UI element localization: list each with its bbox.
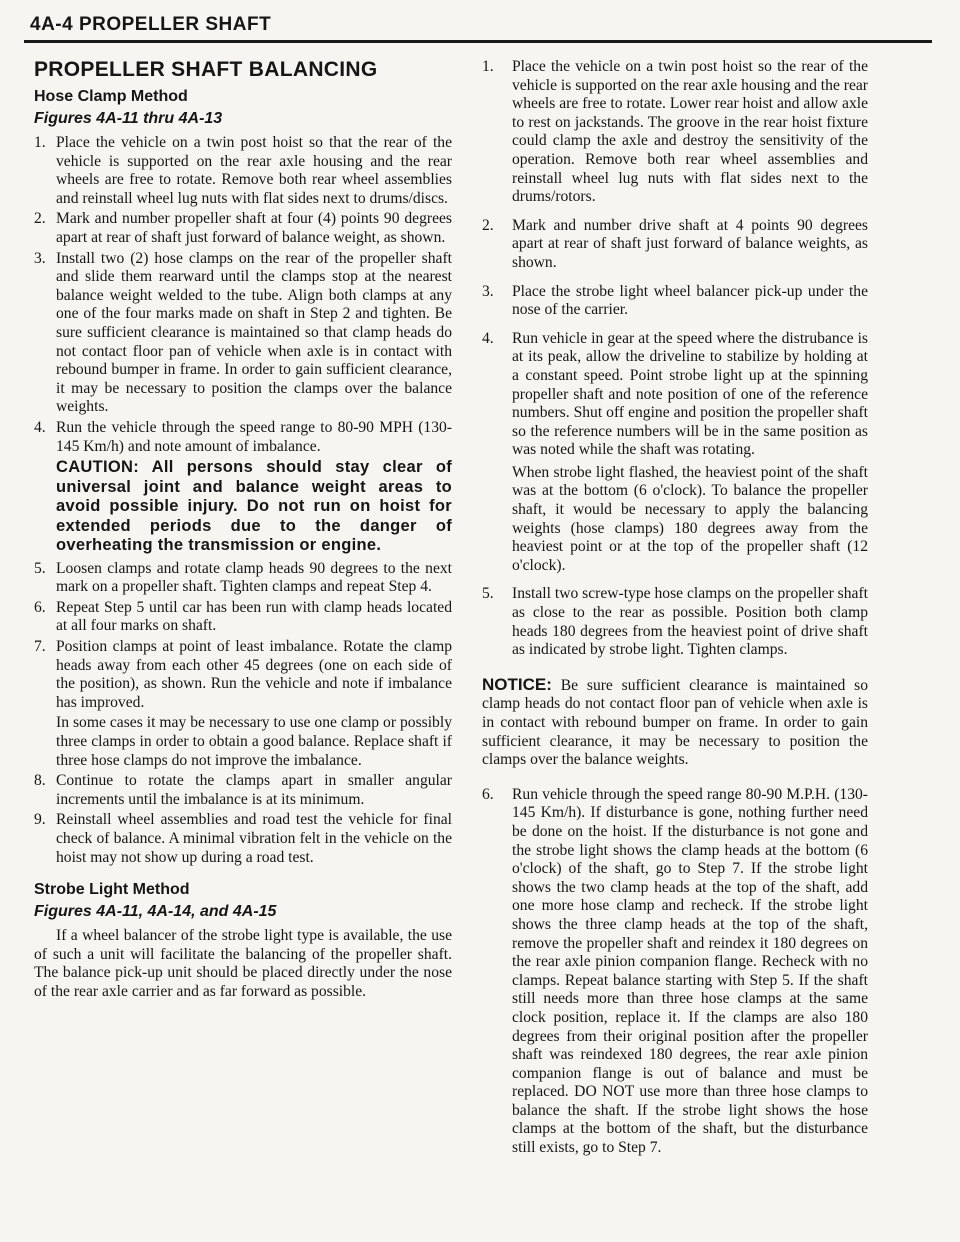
- hose-step-8: 8. Continue to rotate the clamps apart in smaller angular increments until the imbalance is at its minimum.: [34, 772, 452, 808]
- notice-note: [482, 676, 868, 770]
- strobe-step-6: 6. Run vehicle through the speed range 80-90 M.P.H. (130-145 Km/h). If disturbance is gone, nothing further need be done on the hoist. If the disturbance is not gone and the strobe light shows the clamp heads at the bottom (6 o'clock) of the shaft, go to Step 7. If the strobe light shows the two clamp heads at the top of the shaft, add one more hose clamp and recheck. If the strobe light shows the three clamp heads at the top of the shaft, remove the propeller shaft and reindex it 180 degrees on the rear axle pinion companion flange. Recheck with no clamps. Repeat balance starting with Step 5. If the shaft still needs more than three hose clamps at the same clock position, replace it. If the clamps are also 180 degrees from their original position after the propeller shaft was reindexed 180 degrees, the rear axle pinion companion flange is out of balance and must be replaced. DO NOT use more than three hose clamps to balance the shaft. If the strobe light shows the hose clamps at the bottom of the shaft, but the disturbance still exists, go to Step 7.: [482, 785, 868, 1157]
- hose-step-1: 1. Place the vehicle on a twin post hoist so that the rear of the vehicle is supported on the rear axle housing and the rear wheels are free to rotate. Remove both rear wheel assemblies and reinstall wheel lug nuts with flat sides next to drums/discs.: [34, 134, 452, 207]
- hose-clamp-method-title: Hose Clamp Method: [34, 88, 188, 105]
- hose-step-7-continuation: In some cases it may be necessary to use one clamp or possibly three clamps in order to obtain a good balance. Replace shaft if three hose clamps do not improve the imbalance.: [56, 714, 452, 769]
- hose-step-2: 2. Mark and number propeller shaft at four (4) points 90 degrees apart at rear of shaft just forward of balance weight, as shown.: [34, 210, 452, 246]
- hose-step-6: 6. Repeat Step 5 until car has been run with clamp heads located at all four marks on shaft.: [34, 598, 452, 635]
- page-header: [24, 12, 932, 43]
- hose-step-7: 7. Position clamps at point of least imbalance. Rotate the clamp heads away from each other 45 degrees (one on each side of the position), as shown. Run the vehicle and note if imbalance has improved.: [34, 637, 452, 711]
- strobe-step-4-continuation: When strobe light flashed, the heaviest point of the shaft was at the bottom (6 o'clock). To balance the propeller shaft, it would be necessary to apply the balancing weights (hose clamps) 180 degrees away from the heaviest point or at the top of the propeller shaft (12 o'clock).: [512, 463, 868, 574]
- strobe-figures-ref: Figures 4A-11, 4A-14, and 4A-15: [34, 903, 277, 921]
- right-column: [482, 58, 868, 1160]
- hose-step-9: 9. Reinstall wheel assemblies and road test the vehicle for final check of balance. A minimal vibration felt in the vehicle on the hoist may not show up during a road test.: [34, 811, 452, 866]
- left-column: [34, 58, 452, 1001]
- hose-step-5: 5. Loosen clamps and rotate clamp heads 90 degrees to the next mark on a propeller shaft. Tighten clamps and repeat Step 4.: [34, 559, 452, 596]
- hose-step-4: 4. Run the vehicle through the speed range to 80-90 MPH (130-145 Km/h) and note amount of imbalance.: [34, 418, 452, 455]
- strobe-step-1: 1. Place the vehicle on a twin post hoist so the rear of the vehicle is supported on the rear axle housing and the rear wheels are free to rotate. Lower rear hoist and allow axle to rest on jackstands. The groove in the rear hoist fixture could clamp the axle and destroy the sensitivity of the operation. Remove both rear wheel assemblies and reinstall wheel lug nuts with flat sides next to the drums/rotors.: [482, 58, 868, 206]
- notice-text: Be sure sufficient clearance is maintained so clamp heads do not contact floor pan of vehicle when axle is in contact with rebound bumper on frame. In order to gain sufficient clearance, it may be necessary to position the clamps over the balance weights.: [482, 676, 868, 769]
- page-header-title: 4A-4 PROPELLER SHAFT: [30, 14, 272, 35]
- caution-note: CAUTION: All persons should stay clear of universal joint and balance weight areas to avoid possible injury. Do not run on hoist for extended periods due to the danger of overheating the transmission or engine.: [56, 458, 452, 555]
- strobe-step-3: 3. Place the strobe light wheel balancer pick-up under the nose of the carrier.: [482, 282, 868, 319]
- hose-clamp-figures-ref: Figures 4A-11 thru 4A-13: [34, 110, 223, 127]
- section-title: PROPELLER SHAFT BALANCING: [34, 58, 378, 81]
- strobe-step-4: 4. Run vehicle in gear at the speed where the distrubance is at its peak, allow the driveline to stabilize by holding at a constant speed. Point strobe light up at the spinning propeller shaft and note position of one of the reference numbers. Shut off engine and position the propeller shaft so the reference numbers will be in the same position as was noted while the shaft was rotating.: [482, 329, 868, 459]
- strobe-step-5: 5. Install two screw-type hose clamps on the propeller shaft as close to the rear as possible. Position both clamp heads 180 degrees from the heaviest point of drive shaft as indicated by strobe light. Tighten clamps.: [482, 585, 868, 659]
- notice-label: NOTICE:: [482, 674, 552, 694]
- strobe-light-method-title: Strobe Light Method: [34, 881, 190, 899]
- strobe-step-2: 2. Mark and number drive shaft at 4 points 90 degrees apart at rear of shaft just forward of balance weights, as shown.: [482, 216, 868, 271]
- strobe-intro: If a wheel balancer of the strobe light type is available, the use of such a unit will facilitate the balancing of the propeller shaft. The balance pick-up unit should be placed directly under the nose of the rear axle carrier and as far forward as possible.: [34, 927, 452, 1000]
- hose-step-3: 3. Install two (2) hose clamps on the rear of the propeller shaft and slide them rearward until the clamps stop at the nearest balance weight welded to the tube. Align both clamps at any one of the four marks made on shaft in Step 2 and tighten. Be sure sufficient clearance is maintained so that clamp heads do not contact floor pan of vehicle when axle is in contact with rebound bumper in frame. In order to gain sufficient clearance, it may be necessary to position the clamps over the balance weights.: [34, 249, 452, 416]
